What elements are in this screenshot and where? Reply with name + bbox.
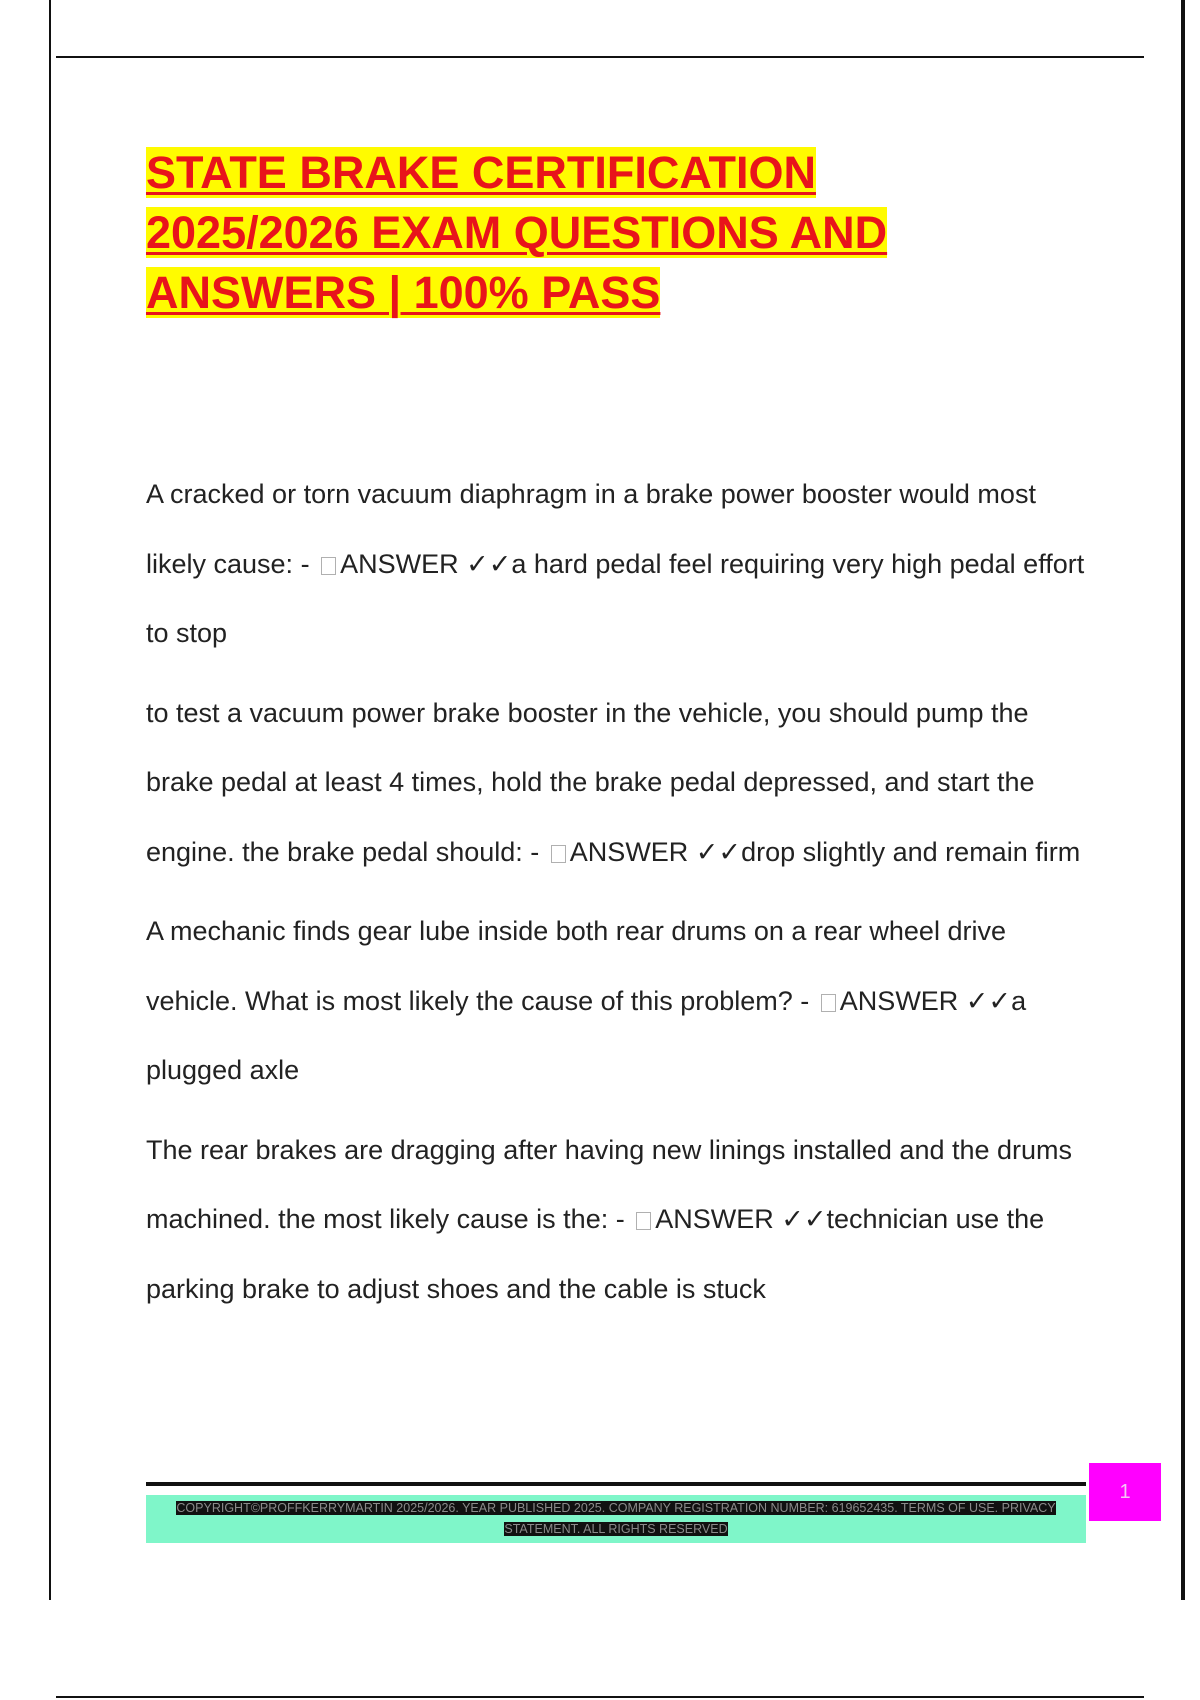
question-text: to test a vacuum power brake booster in the vehicle, you should pump the brake pedal at least 4 times, hold the brake pedal depressed, and start the engine. the brake pedal should: - — [146, 697, 1035, 867]
question-text: A cracked or torn vacuum diaphragm in a brake power booster would most likely cause: - — [146, 479, 1036, 579]
top-rule — [56, 56, 1144, 58]
footer-rule — [146, 1482, 1086, 1486]
document-title — [146, 143, 1046, 323]
footer-copyright-text: COPYRIGHT©PROFFKERRYMARTIN 2025/2026. YEAR PUBLISHED 2025. COMPANY REGISTRATION NUMBER: 619652435. TERMS OF USE. PRIVACY STATEMENT. ALL RIGHTS RESERVED — [176, 1501, 1056, 1536]
footer-copyright-band — [146, 1495, 1086, 1543]
answer-text: a plugged axle — [146, 985, 1027, 1085]
qa-list — [146, 460, 1091, 1324]
answer-label: ANSWER ✓✓ — [340, 548, 512, 579]
answer-label: ANSWER ✓✓ — [655, 1204, 827, 1234]
answer-text: drop slightly and remain firm — [741, 836, 1081, 867]
question-text: A mechanic finds gear lube inside both rear drums on a rear wheel drive vehicle. What is most likely the cause of this problem? - — [146, 916, 1006, 1016]
answer-box-icon — [821, 994, 836, 1012]
answer-label: ANSWER ✓✓ — [569, 836, 742, 867]
title-line-2: 2025/2026 EXAM QUESTIONS AND — [146, 207, 888, 258]
qa-item-4 — [146, 1116, 1091, 1325]
qa-item-2 — [146, 679, 1091, 888]
answer-box-icon — [321, 557, 336, 575]
qa-item-1 — [146, 460, 1091, 669]
page-number-badge: 1 — [1089, 1463, 1161, 1521]
bottom-rule — [56, 1696, 1144, 1698]
answer-text: a hard pedal feel requiring very high pedal effort to stop — [146, 548, 1085, 648]
title-line-3: ANSWERS | 100% PASS — [146, 267, 661, 318]
title-line-1: STATE BRAKE CERTIFICATION — [146, 147, 816, 198]
answer-label: ANSWER ✓✓ — [839, 985, 1012, 1016]
answer-box-icon — [636, 1212, 651, 1230]
qa-item-3 — [146, 897, 1091, 1106]
answer-text: technician use the parking brake to adjust shoes and the cable is stuck — [146, 1204, 1045, 1304]
answer-box-icon — [551, 845, 566, 863]
question-text: The rear brakes are dragging after having new linings installed and the drums machined. the most likely cause is the: - — [146, 1134, 1073, 1234]
